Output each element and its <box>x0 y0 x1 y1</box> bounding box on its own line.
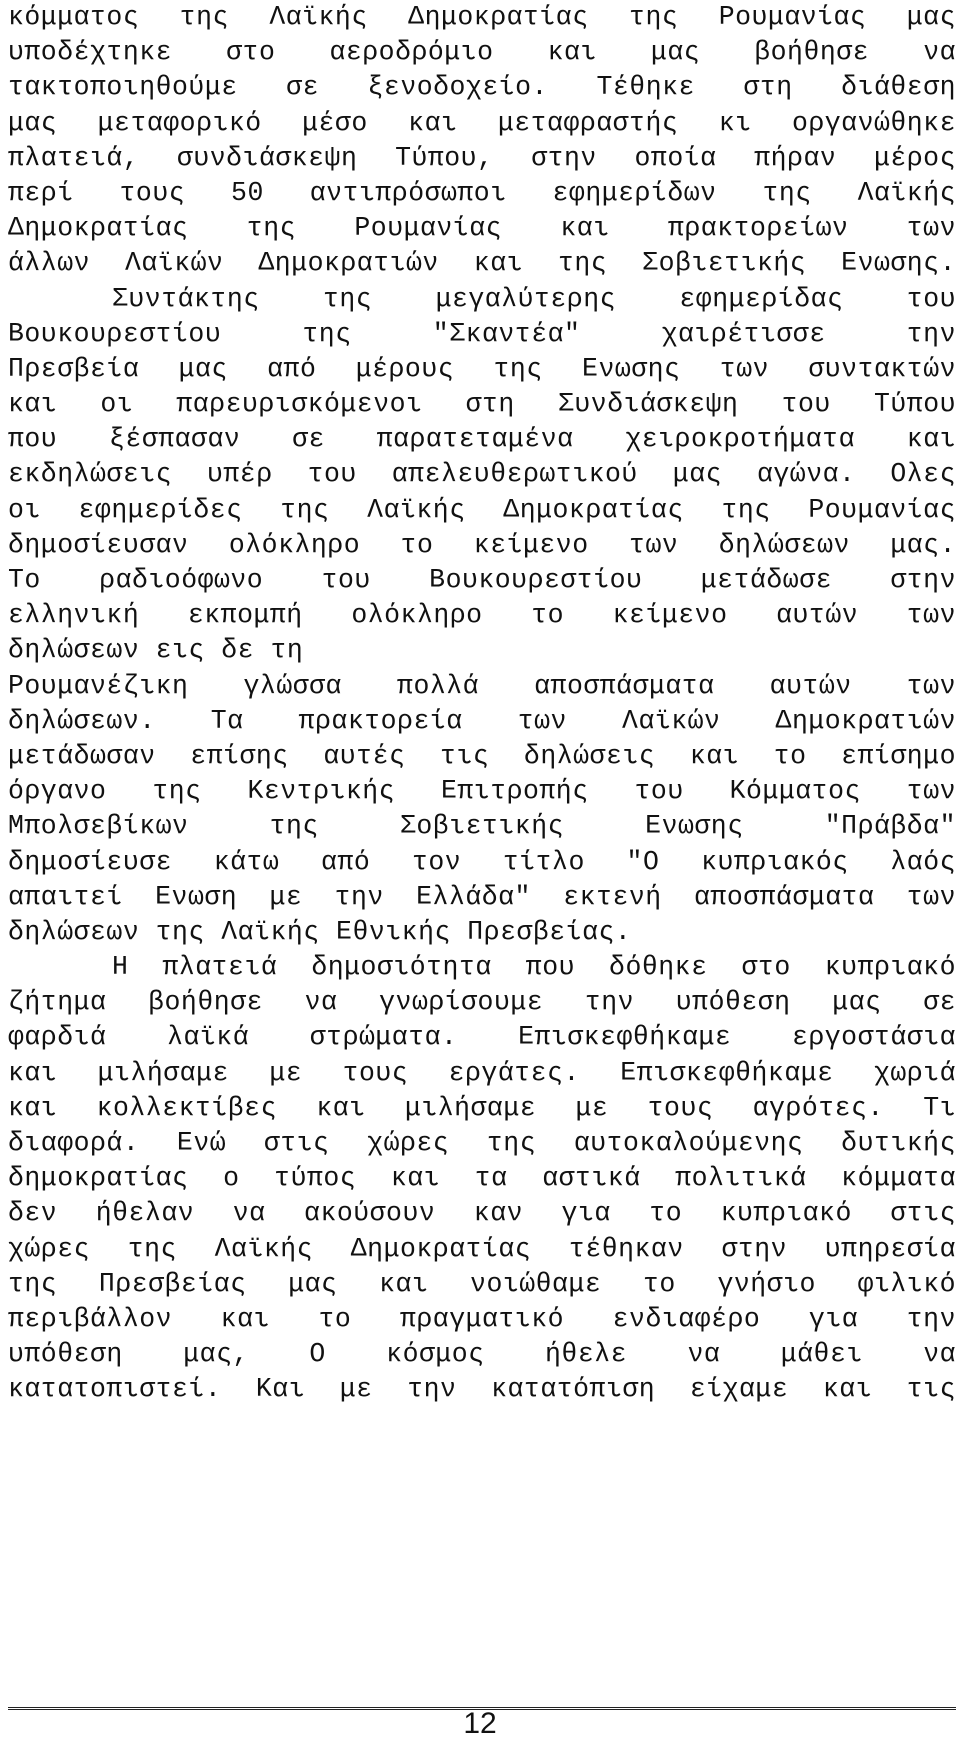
text-line: ελληνική εκπομπή ολόκληρο το κείμενο αυτών των <box>8 600 956 631</box>
text-line: υπόθεση μας, Ο κόσμος ήθελε να μάθει να <box>8 1339 956 1370</box>
text-line: άλλων Λαϊκών Δημοκρατιών και της Σοβιετικής Ενωσης. <box>8 248 956 279</box>
text-line: μας μεταφορικό μέσο και μεταφραστής κι οργανώθηκε <box>8 107 956 138</box>
text-line: κόμματος της Λαϊκής Δημοκρατίας της Ρουμανίας μας <box>8 2 956 32</box>
text-line: περιβάλλον και το πραγματικό ενδιαφέρο για την <box>8 1303 956 1334</box>
text-line: Μπολσεβίκων της Σοβιετικής Ενωσης "Πράβδα" <box>8 811 956 842</box>
text-line: Βουκουρεστίου της "Σκαντέα" χαιρέτισσε την <box>8 318 956 349</box>
text-line: τακτοποιηθούμε σε ξενοδοχείο. Τέθηκε στη διάθεση <box>8 72 956 103</box>
text-line: όργανο της Κεντρικής Επιτροπής του Κόμματος των <box>8 776 956 807</box>
text-line: οι εφημερίδες της Λαϊκής Δημοκρατίας της Ρουμανίας <box>8 494 956 525</box>
paragraph-start-line: Η πλατειά δημοσιότητα που δόθηκε στο κυπριακό <box>112 952 956 983</box>
text-line: που ξέσπασαν σε παρατεταμένα χειροκροτήματα και <box>8 424 956 455</box>
text-line: δηλώσεων της Λαϊκής Εθνικής Πρεσβείας. <box>8 916 632 947</box>
text-line: δημοσίευσαν ολόκληρο το κείμενο των δηλώσεων μας. <box>8 529 956 560</box>
text-line: διαφορά. Ενώ στις χώρες της αυτοκαλούμενης δυτικής <box>8 1128 956 1158</box>
text-line: Ρουμανέζικη γλώσσα πολλά αποσπάσματα αυτών των <box>8 670 956 701</box>
page-number: 12 <box>463 1707 497 1740</box>
text-line: ζήτημα βοήθησε να γνωρίσουμε την υπόθεση μας σε <box>8 987 956 1018</box>
text-line: δηλώσεων εις δε τη <box>8 635 304 666</box>
text-line: Πρεσβεία μας από μέρους της Ενωσης των συντακτών <box>8 353 956 384</box>
text-line: μετάδωσαν επίσης αυτές τις δηλώσεις και το επίσημο <box>8 740 956 771</box>
text-line: Το ραδιοόφωνο του Βουκουρεστίου μετάδωσε στην <box>8 565 956 595</box>
text-line: Δημοκρατίας της Ρουμανίας και πρακτορείων των <box>8 213 956 244</box>
text-line: δημοσίευσε κάτω από τον τίτλο "Ο κυπριακός λαός <box>8 846 956 877</box>
text-line: πλατειά, συνδιάσκεψη Τύπου, στην οποία πήραν μέρος <box>8 142 956 173</box>
text-line: δηλώσεων. Τα πρακτορεία των Λαϊκών Δημοκρατιών <box>8 705 956 736</box>
document-body <box>8 0 956 1408</box>
text-line: χώρες της Λαϊκής Δημοκρατίας τέθηκαν στην υπηρεσία <box>8 1233 956 1264</box>
text-line: και κολλεκτίβες και μιλήσαμε με τους αγρότες. Τι <box>8 1092 956 1123</box>
text-line: δημοκρατίας ο τύπος και τα αστικά πολιτικά κόμματα <box>8 1163 956 1194</box>
text-line: δεν ήθελαν να ακούσουν καν για το κυπριακό στις <box>8 1198 956 1229</box>
text-line: φαρδιά λαϊκά στρώματα. Επισκεφθήκαμε εργοστάσια <box>8 1022 956 1053</box>
text-line: κατατοπιστεί. Και με την κατατόπιση είχαμε και τις <box>8 1374 956 1405</box>
text-line: της Πρεσβείας μας και νοιώθαμε το γνήσιο φιλικό <box>8 1268 956 1299</box>
text-line: υποδέχτηκε στο αεροδρόμιο και μας βοήθησε να <box>8 37 956 68</box>
text-line: και οι παρευρισκόμενοι στη Συνδιάσκεψη του Τύπου <box>8 389 956 420</box>
text-line: και μιλήσαμε με τους εργάτες. Επισκεφθήκαμε χωριά <box>8 1057 956 1088</box>
text-line: εκδηλώσεις υπέρ του απελευθερωτικού μας αγώνα. Ολες <box>8 459 956 490</box>
paragraph-start-line: Συντάκτης της μεγαλύτερης εφημερίδας του <box>112 283 956 314</box>
text-line: περί τους 50 αντιπρόσωποι εφημερίδων της Λαϊκής <box>8 177 956 208</box>
text-line: απαιτεί Ενωση με την Ελλάδα" εκτενή αποσπάσματα των <box>8 881 956 912</box>
